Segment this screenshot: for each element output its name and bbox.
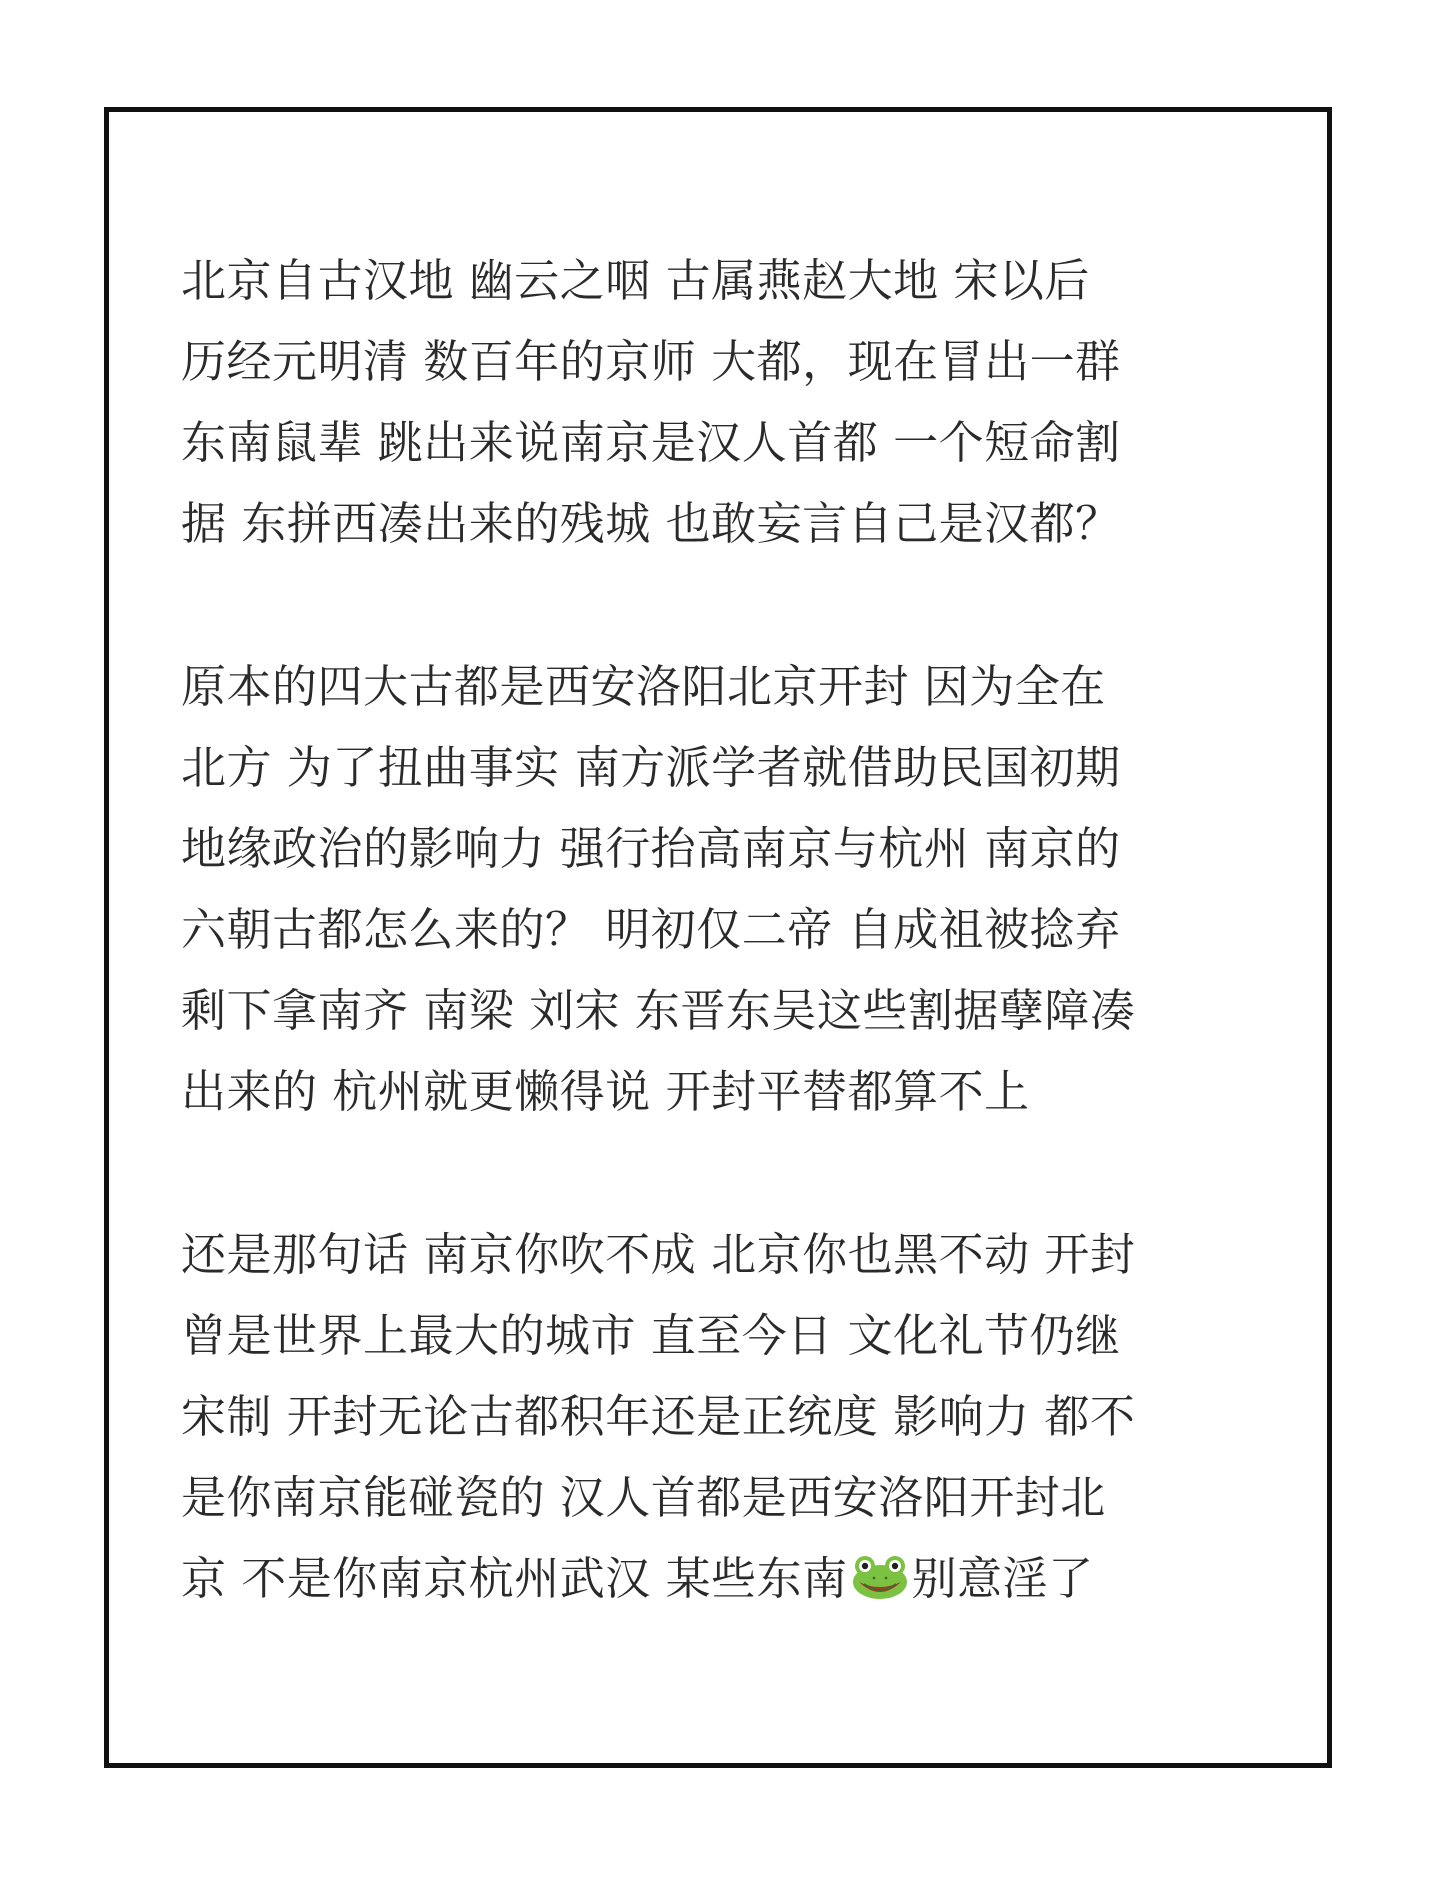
text-line: 宋制 开封无论古都积年还是正统度 影响力 都不 [181,1390,1136,1443]
text-line: 北方 为了扭曲事实 南方派学者就借助民国初期 [181,741,1121,794]
text-line: 是你南京能碰瓷的 汉人首都是西安洛阳开封北 [181,1471,1106,1524]
frog-icon [850,1544,910,1590]
paragraph-3 [181,1214,1271,1619]
paragraph-1 [181,240,1271,564]
text-line: 曾是世界上最大的城市 直至今日 文化礼节仍继 [181,1309,1121,1362]
text-line: 东南鼠辈 跳出来说南京是汉人首都 一个短命割 [181,416,1121,469]
text-line: 剩下拿南齐 南梁 刘宋 东晋东吴这些割据孽障凑 [181,984,1136,1037]
post-content [181,240,1271,1701]
text-line: 据 东拼西凑出来的残城 也敢妄言自己是汉都？ [181,497,1121,550]
text-line: 原本的四大古都是西安洛阳北京开封 因为全在 [181,660,1106,713]
text-segment: 别意淫了 [911,1552,1094,1605]
text-line: 北京自古汉地 幽云之咽 古属燕赵大地 宋以后 [181,254,1090,307]
text-line: 历经元明清 数百年的京师 大都，现在冒出一群 [181,335,1121,388]
text-line: 还是那句话 南京你吹不成 北京你也黑不动 开封 [181,1228,1136,1281]
post-card [104,107,1332,1768]
text-line: 六朝古都怎么来的？ 明初仅二帝 自成祖被捻弃 [181,903,1121,956]
paragraph-2 [181,646,1271,1132]
text-line: 地缘政治的影响力 强行抬高南京与杭州 南京的 [181,822,1121,875]
text-segment: 京 不是你南京杭州武汉 某些东南 [181,1552,848,1605]
text-line: 出来的 杭州就更懒得说 开封平替都算不上 [181,1065,1030,1118]
text-line-last [181,1538,1271,1619]
